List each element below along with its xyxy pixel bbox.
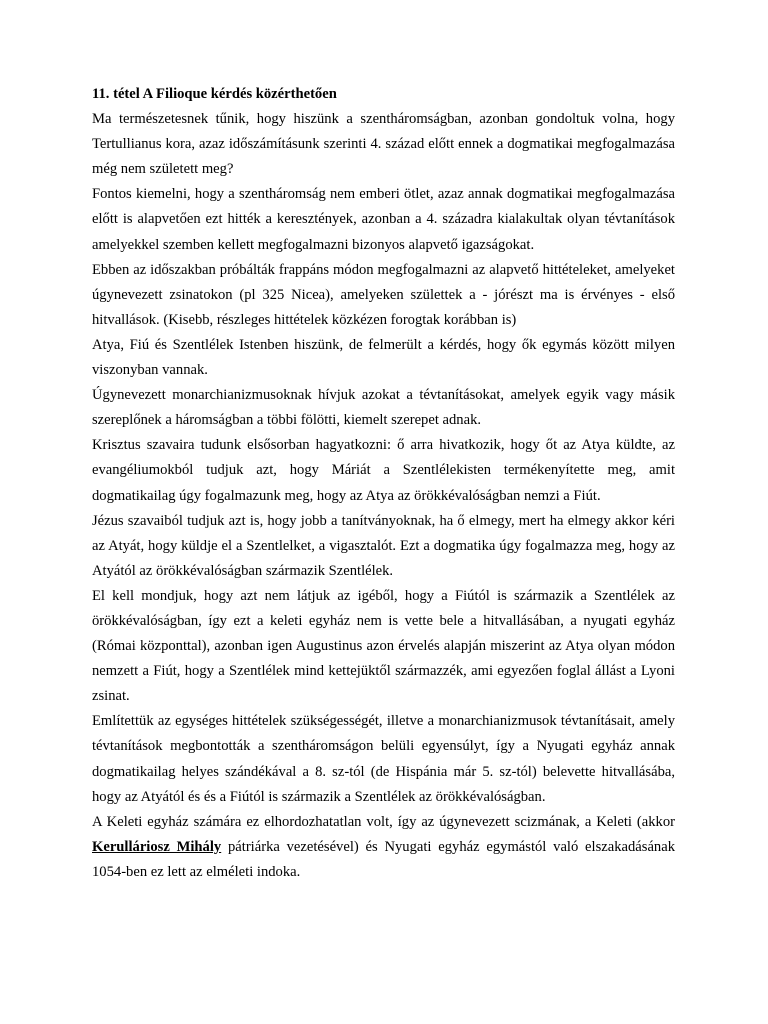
document-page	[92, 82, 675, 885]
paragraph-last	[92, 810, 675, 885]
paragraph: Úgynevezett monarchianizmusoknak hívjuk azokat a tévtanításokat, amelyek egyik vagy másik szereplőnek a háromságban a többi fölötti, kiemelt szerepet adnak.	[92, 387, 675, 429]
document-title: 11. tétel A Filioque kérdés közérthetően	[92, 86, 337, 102]
paragraph: El kell mondjuk, hogy azt nem látjuk az igéből, hogy a Fiútól is származik a Szentlélek az örökkévalóságban, így ezt a keleti egyház nem is vette bele a hitvallásában, a nyugati egyház (Római központtal), azonban igen Augustinus azon érvelés alapján miszerint az Atya olyan módon nemzett a Fiút, hogy a Szentlélek mind kettejüktől származzék, ami egyezően foglal állást a Lyoni zsinat.	[92, 587, 675, 705]
paragraph: Atya, Fiú és Szentlélek Istenben hiszünk, de felmerült a kérdés, hogy ők egymás között milyen viszonyban vannak.	[92, 336, 675, 379]
paragraph-text-before-link: A Keleti egyház számára ez elhordozhatatlan volt, így az úgynevezett scizmának, a Keleti (akkor	[92, 813, 675, 830]
paragraph-text-after-link: pátriárka vezetésével) és Nyugati egyház egymástól való elszakadásának 1054-ben ez lett az elméleti indoka.	[92, 838, 675, 880]
paragraph: Említettük az egységes hittételek szükségességét, illetve a monarchianizmusok tévtanításait, amely tévtanítások megbontották a szentháromságon belüli egyensúlyt, így a Nyugati egyház annak dogmatikailag helyes szándékával a 8. sz-tól (de Hispánia már 5. sz-tól) belevette hitvallásába, hogy az Atyától és és a Fiútól is származik a Szentlélek az örökkévalóságban.	[92, 713, 675, 805]
paragraph: Ma természetesnek tűnik, hogy hiszünk a szentháromságban, azonban gondoltuk volna, hogy Tertullianus kora, azaz időszámításunk szerinti 4. század előtt ennek a dogmatikai megfogalmazása még nem született meg?	[92, 111, 675, 178]
name-link[interactable]: Kerulláriosz Mihály	[92, 838, 222, 855]
paragraph: Jézus szavaiból tudjuk azt is, hogy jobb a tanítványoknak, ha ő elmegy, mert ha elmegy akkor kéri az Atyát, hogy küldje el a Szentlelket, a vigasztalót. Ezt a dogmatika úgy fogalmazza meg, hogy az Atyától az örökkévalóságban származik Szentlélek.	[92, 512, 675, 579]
paragraph: Fontos kiemelni, hogy a szentháromság nem emberi ötlet, azaz annak dogmatikai megfogalmazása előtt is alapvetően ezt hitték a keresztények, azonban a 4. századra kialakultak olyan tévtanítások amelyekkel szemben kellett megfogalmazni bizonyos alapvető igazságokat.	[92, 186, 675, 253]
paragraph: Ebben az időszakban próbálták frappáns módon megfogalmazni az alapvető hittételeket, amelyeket úgynevezett zsinatokon (pl 325 Nicea), amelyeken születtek a - jórészt ma is érvényes - első hitvallások. (Kisebb, részleges hittételek közkézen forogtak korábban is)	[92, 261, 675, 328]
paragraph: Krisztus szavaira tudunk elsősorban hagyatkozni: ő arra hivatkozik, hogy őt az Atya küldte, az evangéliumokból tudjuk azt, hogy Máriát a Szentlélekisten termékenyítette meg, amit dogmatikailag úgy fogalmazunk meg, hogy az Atya az örökkévalóságban nemzi a Fiút.	[92, 437, 675, 504]
